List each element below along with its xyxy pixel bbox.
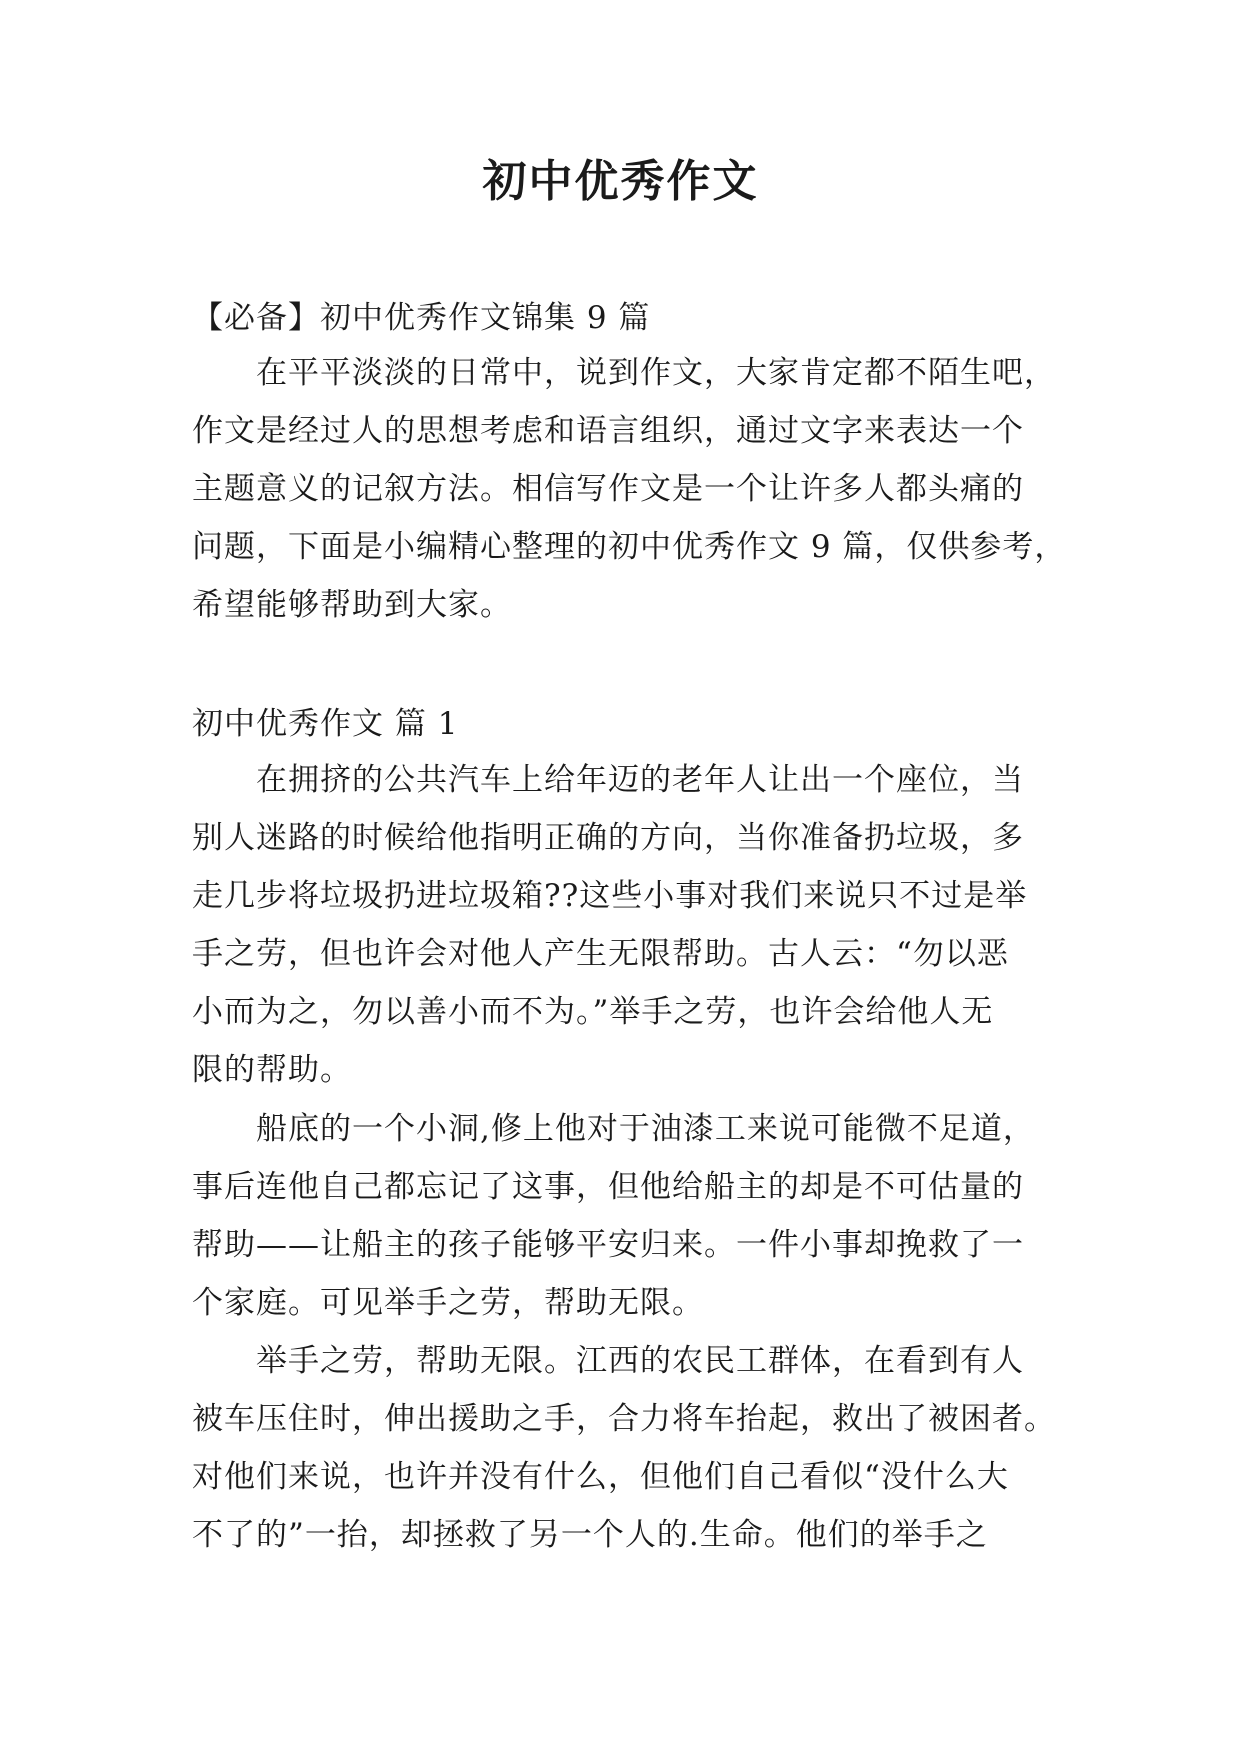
intro-line: 在平平淡淡的日常中，说到作文，大家肯定都不陌生吧， bbox=[256, 355, 1056, 391]
paragraph3-line: 被车压住时，伸出援助之手，合力将车抬起，救出了被困者。 bbox=[192, 1401, 1056, 1437]
intro-line: 主题意义的记叙方法。相信写作文是一个让许多人都头痛的 bbox=[192, 471, 1024, 507]
paragraph3-line: 对他们来说，也许并没有什么，但他们自己看似“没什么大 bbox=[192, 1459, 1009, 1495]
section-heading: 初中优秀作文 篇 1 bbox=[192, 706, 459, 742]
paragraph3-line: 不了的”一抬，却拯救了另一个人的.生命。他们的举手之 bbox=[192, 1517, 988, 1553]
paragraph1-line: 手之劳，但也许会对他人产生无限帮助。古人云：“勿以恶 bbox=[192, 936, 1009, 972]
paragraph1-line: 别人迷路的时候给他指明正确的方向，当你准备扔垃圾，多 bbox=[192, 820, 1024, 856]
paragraph1-line: 在拥挤的公共汽车上给年迈的老年人让出一个座位，当 bbox=[256, 762, 1024, 798]
paragraph3-line: 举手之劳，帮助无限。江西的农民工群体，在看到有人 bbox=[256, 1343, 1024, 1379]
paragraph2-line: 事后连他自己都忘记了这事，但他给船主的却是不可估量的 bbox=[192, 1169, 1024, 1205]
paragraph1-line: 小而为之，勿以善小而不为。”举手之劳，也许会给他人无 bbox=[192, 994, 994, 1030]
paragraph2-line: 船底的一个小洞,修上他对于油漆工来说可能微不足道， bbox=[256, 1111, 1035, 1147]
document-title: 初中优秀作文 bbox=[482, 156, 759, 207]
paragraph2-line: 个家庭。可见举手之劳，帮助无限。 bbox=[192, 1285, 704, 1321]
intro-heading: 【必备】初中优秀作文锦集 9 篇 bbox=[192, 300, 651, 336]
intro-line: 作文是经过人的思想考虑和语言组织，通过文字来表达一个 bbox=[192, 413, 1024, 449]
paragraph2-line: 帮助——让船主的孩子能够平安归来。一件小事却挽救了一 bbox=[192, 1227, 1024, 1263]
paragraph1-line: 走几步将垃圾扔进垃圾箱??这些小事对我们来说只不过是举 bbox=[192, 878, 1028, 914]
paragraph1-line: 限的帮助。 bbox=[192, 1052, 352, 1088]
intro-line: 问题，下面是小编精心整理的初中优秀作文 9 篇，仅供参考， bbox=[192, 529, 1067, 565]
intro-line: 希望能够帮助到大家。 bbox=[192, 587, 512, 623]
